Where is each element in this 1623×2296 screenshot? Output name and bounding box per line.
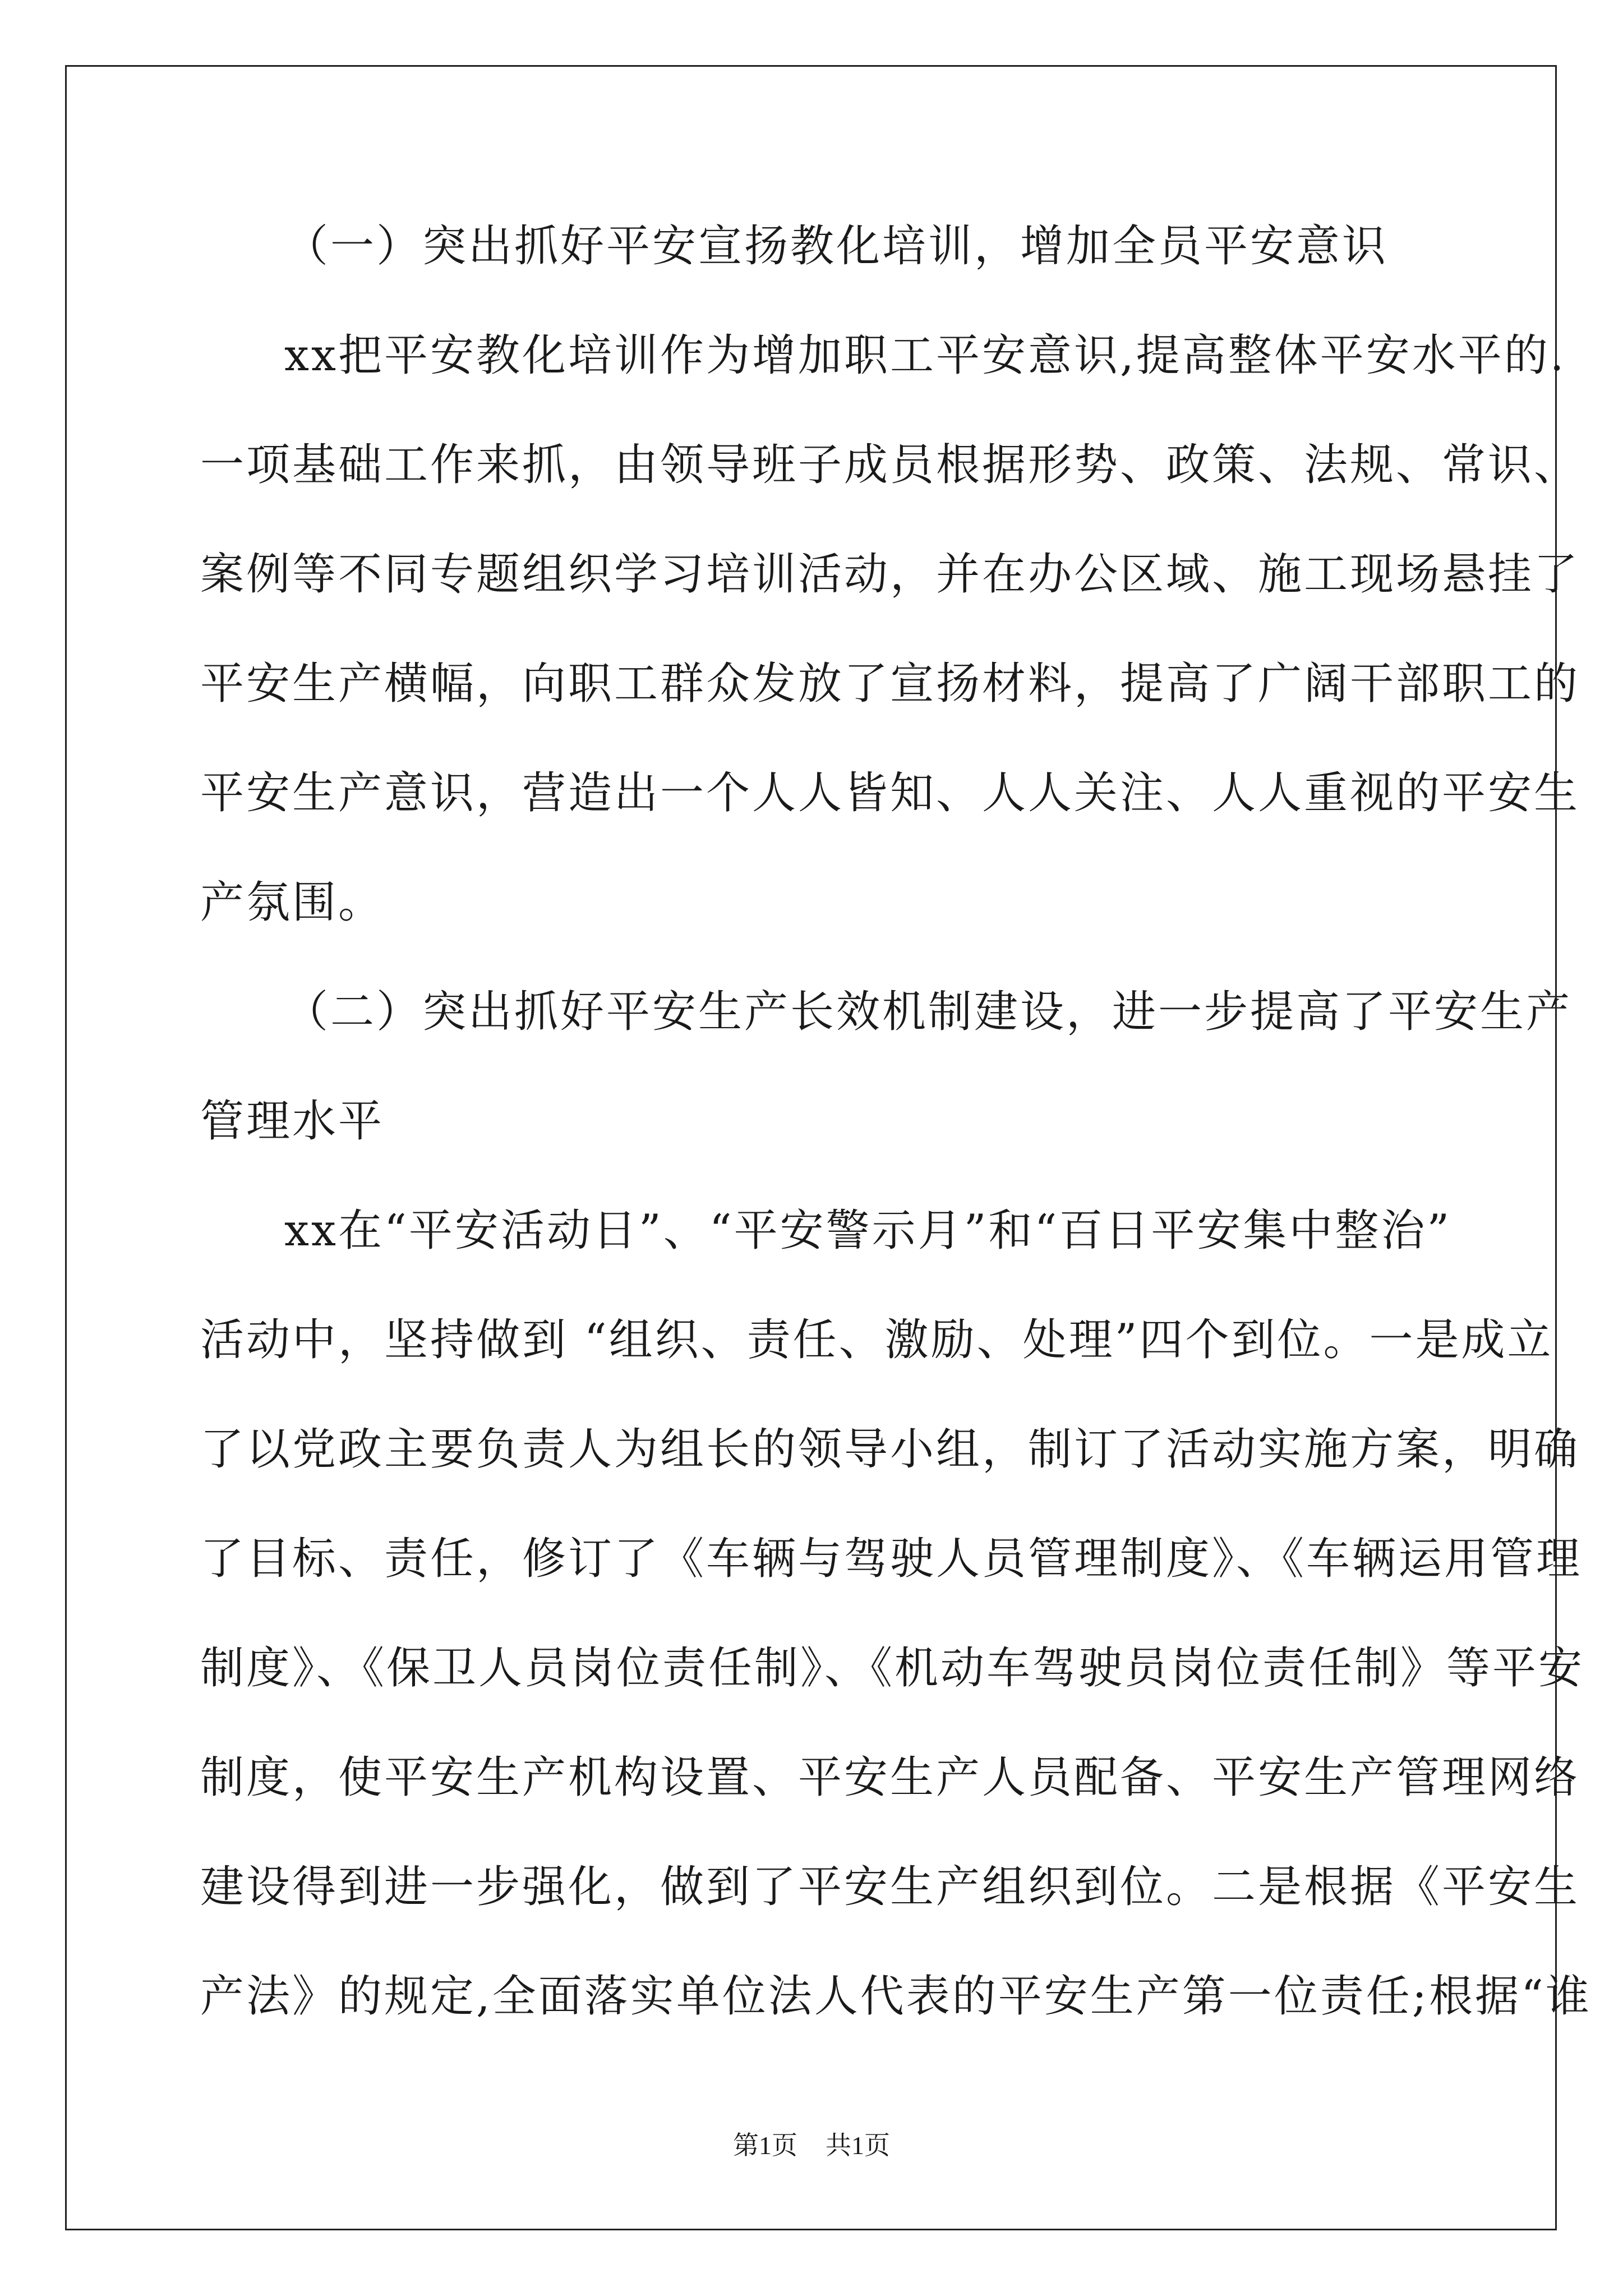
text-line: （二）突出抓好平安生产长效机制建设，进一步提高了平安生产 xyxy=(284,987,1573,1037)
page-number: 第1页 xyxy=(733,2131,797,2160)
text-line: 案例等不同专题组织学习培训活动，并在办公区域、施工现场悬挂了 xyxy=(200,549,1580,600)
text-line: 了以党政主要负责人为组长的领导小组，制订了活动实施方案，明确 xyxy=(200,1424,1580,1475)
text-line: 制度，使平安生产机构设置、平安生产人员配备、平安生产管理网络 xyxy=(200,1752,1580,1803)
page-footer xyxy=(0,2129,1623,2162)
text-line: 了目标、责任，修订了《车辆与驾驶人员管理制度》、《车辆运用管理 xyxy=(200,1534,1583,1584)
page-total: 共1页 xyxy=(826,2131,890,2160)
text-line: 活动中，坚持做到 “组织、责任、激励、处理”四个到位。一是成立 xyxy=(200,1315,1553,1365)
text-line: xx在“平安活动日”、“平安警示月”和“百日平安集中整治” xyxy=(284,1205,1452,1256)
text-line: xx把平安教化培训作为增加职工平安意识,提高整体平安水平的. xyxy=(284,330,1566,381)
text-line: 一项基础工作来抓，由领导班子成员根据形势、政策、法规、常识、 xyxy=(200,440,1580,490)
text-line: 平安生产横幅，向职工群众发放了宣扬材料，提高了广阔干部职工的 xyxy=(200,659,1580,709)
text-line: 平安生产意识，营造出一个人人皆知、人人关注、人人重视的平安生 xyxy=(200,768,1580,818)
text-line: （一）突出抓好平安宣扬教化培训，增加全员平安意识 xyxy=(284,221,1389,272)
document-body xyxy=(200,192,1592,2051)
text-line: 产法》的规定,全面落实单位法人代表的平安生产第一位责任;根据“谁 xyxy=(200,1971,1592,2022)
text-line: 建设得到进一步强化，做到了平安生产组织到位。二是根据《平安生 xyxy=(200,1862,1580,1912)
text-line: 产氛围。 xyxy=(200,877,385,928)
text-line: 制度》、《保卫人员岗位责任制》、《机动车驾驶员岗位责任制》等平安 xyxy=(200,1643,1585,1694)
text-line: 管理水平 xyxy=(200,1096,385,1147)
